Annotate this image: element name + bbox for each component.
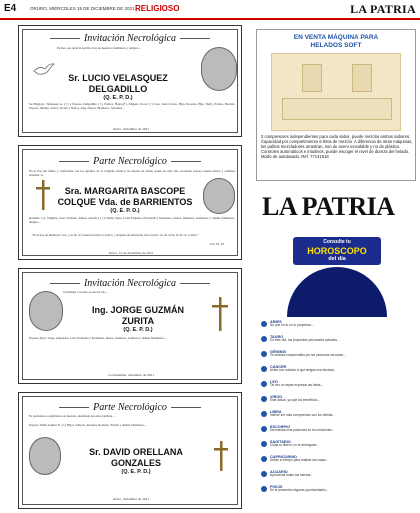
crucifix-icon	[211, 297, 229, 331]
deceased-name-line1: Sr. LUCIO VELASQUEZ	[68, 73, 168, 83]
capricorn-icon	[261, 456, 267, 462]
deceased-photo	[203, 178, 235, 214]
sign-name: ESCORPIO	[270, 425, 291, 429]
sign-name: TAURO	[270, 335, 284, 339]
obituary-heading: Invitación Necrológica	[23, 33, 237, 44]
obituary-body: Su Hija(o)s, Velásquez A. (†) y Esposa, Delgadillo (†), Padres, Huyre(+), Miguel, Tovar (†) Jose, Juan Carlos, Hijo, Rosario, Hija, Nelly, Padres, Beatriz, Esposa, Jhonny, Javier, Vivian y Nancy, Ang, Nietos, Bisnietos, Sobrinos...	[29, 102, 235, 110]
sign-name: CÁNCER	[270, 365, 287, 369]
deceased-name-line2: GONZALES	[110, 458, 161, 468]
bible-quote: "Yo sé que mi Redentor vive, y al fin se levantará sobre el polvo; y después de deshecha esta mi piel, en mi carne he de ver a Dios."	[31, 233, 199, 237]
classified-ad	[256, 29, 416, 181]
obituary-heading: Parte Necrológico	[23, 402, 237, 413]
page-header	[0, 0, 420, 20]
sign-text: Intente ser más comprensivo con los demás...	[270, 413, 336, 417]
deceased-name-line1: Ing. JORGE GUZMÁN	[92, 305, 184, 315]
sign-text: No que en tu un tu proyectos...	[270, 323, 314, 327]
libra-icon	[261, 411, 267, 417]
pisces-icon	[261, 486, 267, 492]
obituary-frame	[22, 396, 238, 505]
deceased-name-line2: ZURITA	[121, 316, 155, 326]
cancer-icon	[261, 366, 267, 372]
obituary-frame	[22, 29, 238, 133]
obituary-intro: Es profundo recogimiento en nuestro, plasmada en estas palabras...	[29, 414, 115, 418]
sign-text: En este día, tus propósitos personales actuales...	[270, 338, 340, 342]
sign-text: Te sentirás comprendido por las personas cercanas...	[270, 353, 346, 357]
sign-text: Demuestra más paciencia en tus relaciones...	[270, 428, 335, 432]
obituary-intro: Tu tiempo a tu lado se nos ha ido...	[63, 290, 108, 294]
sign-name: LIBRA	[270, 410, 282, 414]
ad-title-line2: HELADOS SOFT	[310, 42, 362, 49]
deceased-name-line2: COLQUE Vda. de BARRIENTOS	[57, 197, 193, 207]
sign-name: ACUARIO	[270, 470, 288, 474]
obituary-place: Oruro, 15 de diciembre de 2021	[108, 251, 154, 255]
sign-name: LEO	[270, 380, 278, 384]
obituary-3	[18, 268, 242, 384]
sign-name: SAGITARIO	[270, 440, 291, 444]
zodiac-wheel-icon	[287, 267, 387, 317]
bible-verse: Job 19, 25	[209, 242, 225, 246]
obituary-body: Esposa: Otilia Gómez N. (†); Hijos: Alberto, Roxana, Rolando, Edwin y demás familiares...	[29, 423, 147, 427]
sign-text: Este actual, ya que los beneficios...	[270, 398, 320, 402]
obituary-2	[18, 145, 242, 260]
sign-text: Tal vez no sepas expresar las ideas...	[270, 383, 324, 387]
section-title: RELIGIOSO	[135, 4, 180, 13]
la-patria-logo: LA PATRIA	[262, 192, 395, 221]
obituary-4	[18, 392, 242, 509]
horoscope-banner	[293, 237, 381, 265]
sign-text: Divide tu tiempo para realizar las cosas...	[270, 458, 329, 462]
rip-label: (Q. E. P. D.)	[123, 327, 153, 333]
scorpio-icon	[261, 426, 267, 432]
page-number: E4	[4, 3, 17, 14]
sign-name: CAPRICORNIO	[270, 455, 298, 459]
deceased-name-line2: DELGADILLO	[88, 84, 148, 94]
leo-icon	[261, 381, 267, 387]
obituary-body: Rolando (†), Virginia, José, Orlando, Mirna, Adolfo (†) y Delia; hijos, Lidia Eugenia, Elizabeth y hermanos; nietos, bisnietos, hermanos y demás familiares, amigos...	[29, 216, 235, 224]
sign-name: VIRGO	[270, 395, 283, 399]
sign-text: Aprovecha todas tus fuerzas...	[270, 473, 314, 477]
virgo-icon	[261, 396, 267, 402]
rip-label: (Q. E. P. D.)	[103, 95, 133, 101]
taurus-icon	[261, 336, 267, 342]
ad-title-line1: EN VENTA MÁQUINA PARA	[293, 34, 379, 41]
obituary-frame	[22, 272, 238, 380]
deceased-name-line1: Sra. MARGARITA BASCOPE	[64, 186, 186, 196]
gemini-icon	[261, 351, 267, 357]
sign-text: Cuida tu dinero, no te arriesgues...	[270, 443, 319, 447]
aquarius-icon	[261, 471, 267, 477]
obituary-heading: Invitación Necrológica	[23, 278, 237, 289]
crucifix-icon	[213, 441, 229, 471]
deceased-photo	[201, 47, 237, 91]
aries-icon	[261, 321, 267, 327]
obituary-heading: Parte Necrológico	[23, 156, 237, 167]
banner-line1: Consulte tu	[323, 239, 351, 245]
sagittarius-icon	[261, 441, 267, 447]
obituary-intro: En la Paz del Señor y confortada con los auxilios de la religión católica, ha dejado de existir quien en vida fue, excelente esposa, buena madre y cariñosa abuelita, la	[29, 169, 235, 177]
banner-line2: HOROSCOPO	[307, 246, 367, 256]
obituary-1	[18, 25, 242, 137]
banner-line3: del día	[328, 256, 346, 262]
deceased-photo	[29, 437, 61, 475]
sign-text: Se te presentan algunas oportunidades...	[270, 488, 329, 492]
obituary-frame	[22, 149, 238, 256]
sign-text: Antes con cuidado a que tengas una decisión...	[270, 368, 337, 372]
obituary-place: Oruro, diciembre de 2021	[112, 127, 150, 131]
issue-date: ORURO, MIÉRCOLES 15 DE DICIEMBRE DE 2021	[30, 6, 135, 11]
sign-name: ARIES	[270, 320, 282, 324]
deceased-name-line1: Sr. DAVID ORELLANA	[89, 447, 183, 457]
horoscope-section	[257, 237, 417, 511]
deceased-photo	[29, 291, 63, 331]
obituary-place: Cochabamba, diciembre de 2021	[107, 373, 155, 377]
ad-title	[257, 34, 415, 50]
sign-name: GÉMINIS	[270, 350, 287, 354]
sign-name: PISCIS	[270, 485, 283, 489]
masthead-logo: LA PATRIA	[350, 2, 416, 16]
obituary-place: Oruro, diciembre de 2021	[112, 497, 150, 501]
ad-body: 2 compresores independientes para cada sabor, puede mezclar ambos sabores. Capacidad por compartimiento 6 litros de mezcla. A diferencia de otras máquinas, los palitos mezcladores arrastran, son de acero inoxidable y no de plástico. Controles automáticos e intuitivos, puede escoger el nivel de dureza del helado. Modo de autolavado. Ref. 77141518	[261, 134, 413, 159]
obituary-intro: Padres, sus dada la partida, hoy en nuestros familiares y amigos...	[57, 46, 141, 50]
obituary-body: Esposa, hijos: Jorge, Alejandro, Luis Fernando y hermanos, nietos, bisnietos, sobrinos y demás familiares...	[29, 336, 166, 340]
rip-label: (Q. E. P. D.)	[121, 469, 151, 475]
rip-label: (Q. E. P. D.)	[110, 208, 140, 214]
ice-cream-machine-image	[271, 53, 401, 131]
